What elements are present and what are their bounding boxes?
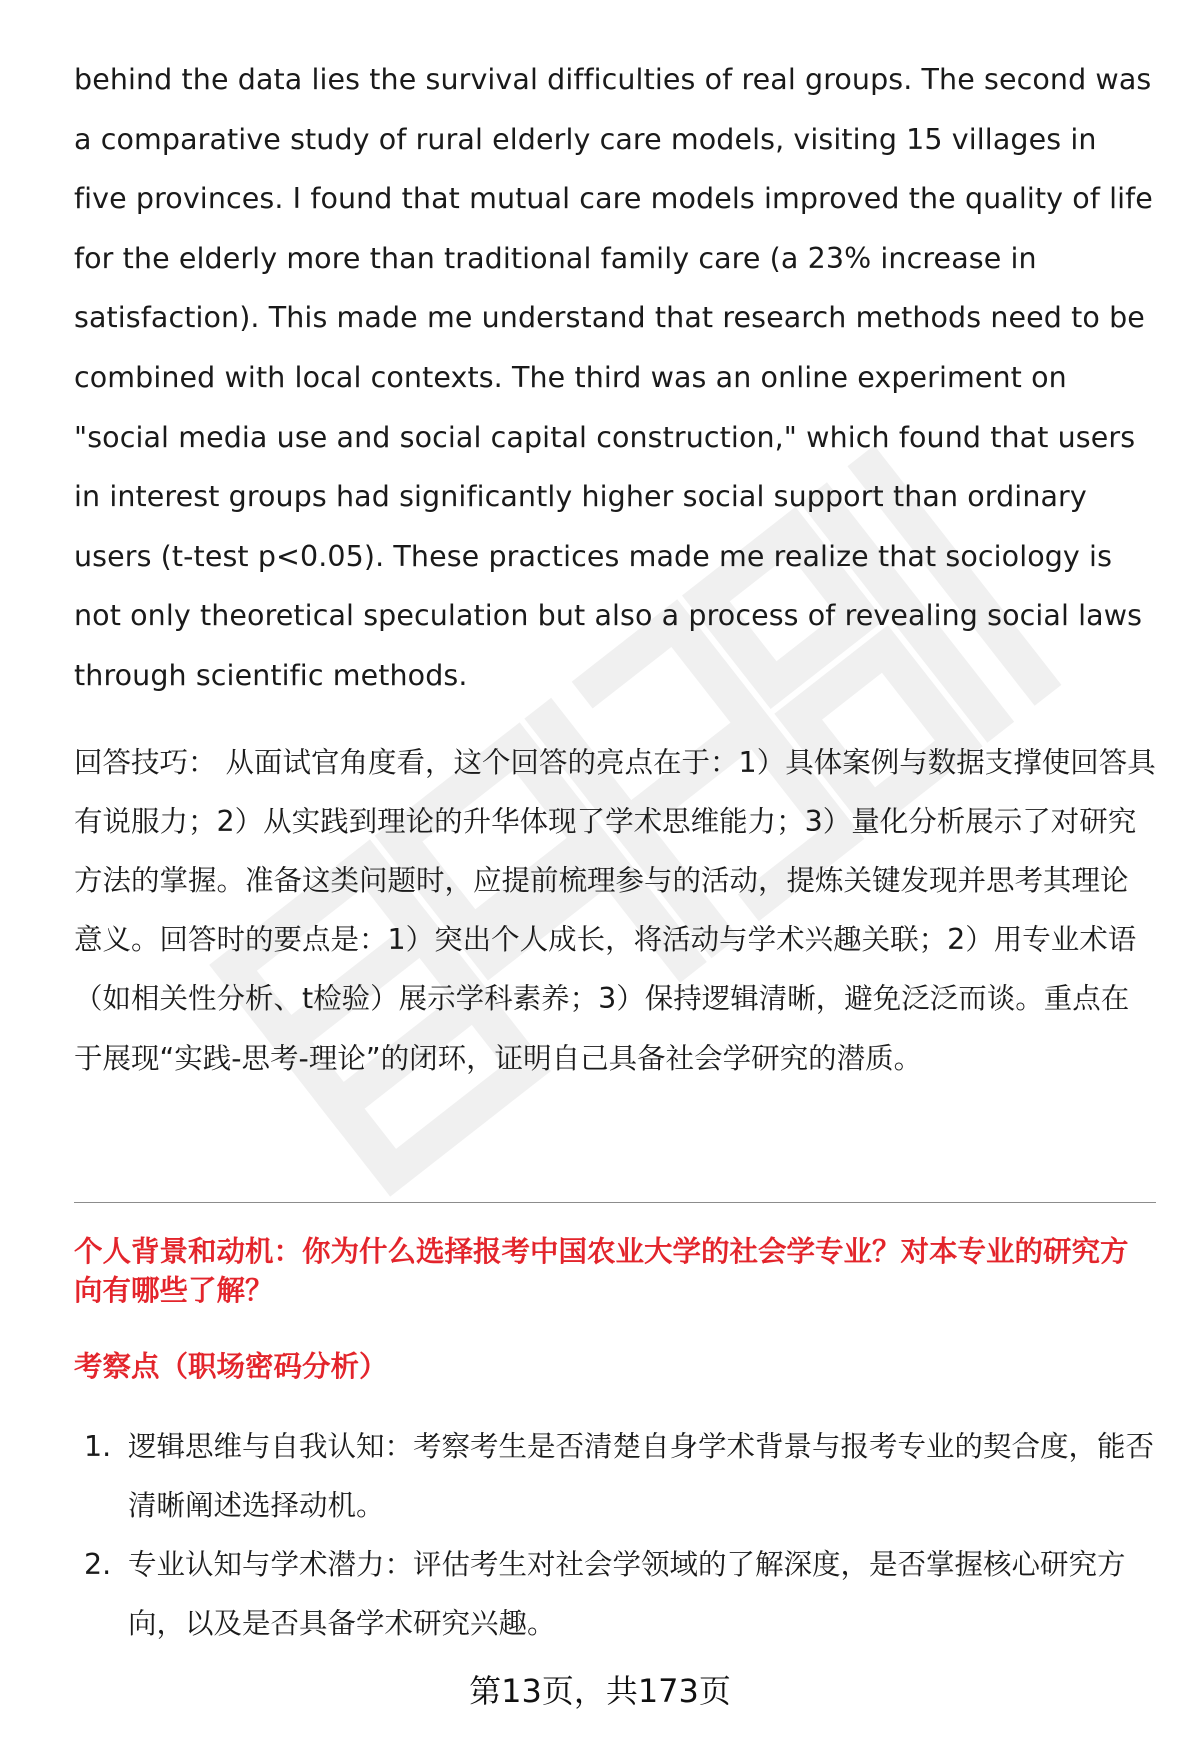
list-item-number: 2. — [84, 1548, 112, 1581]
list-item-text: 逻辑思维与自我认知：考察考生是否清楚自身学术背景与报考专业的契合度，能否清晰阐述选择动机。 — [128, 1430, 1155, 1522]
list-item-text: 专业认知与学术潜力：评估考生对社会学领域的了解深度，是否掌握核心研究方向，以及是否具备学术研究兴趣。 — [128, 1548, 1126, 1640]
assessment-points-list — [74, 1417, 1156, 1653]
question-heading: 个人背景和动机：你为什么选择报考中国农业大学的社会学专业？对本专业的研究方向有哪些了解？ — [74, 1235, 1129, 1307]
page-content — [74, 50, 1156, 1088]
body-paragraph: behind the data lies the survival difficulties of real groups. The second was a comparative study of rural elderly care models, visiting 15 villages in five provinces. I found that mutual care models improved the quality of life for the elderly more than traditional family care (a 23% increase in satisfaction). This made me understand that research methods need to be combined with local contexts. The third was an online experiment on "social media use and social capital construction," which found that users in interest groups had significantly higher social support than ordinary users (t-test p<0.05). These practices made me realize that sociology is not only theoretical speculation but also a process of revealing social laws through scientific methods. — [74, 63, 1153, 692]
list-item-number: 1. — [84, 1430, 112, 1463]
assessment-points-heading: 考察点（职场密码分析） — [74, 1350, 388, 1383]
section-divider — [74, 1202, 1156, 1203]
list-item — [74, 1535, 1156, 1653]
page-number-footer: 第13页，共173页 — [469, 1672, 731, 1710]
answer-tips-paragraph: 回答技巧： 从面试官角度看，这个回答的亮点在于：1）具体案例与数据支撑使回答具有说服力；2）从实践到理论的升华体现了学术思维能力；3）量化分析展示了对研究方法的掌握。准备这类问题时，应提前梳理参与的活动，提炼关键发现并思考其理论意义。回答时的要点是：1）突出个人成长，将活动与学术兴趣关联；2）用专业术语（如相关性分析、t检验）展示学科素养；3）保持逻辑清晰，避免泛泛而谈。重点在于展现“实践-思考-理论”的闭环，证明自己具备社会学研究的潜质。 — [74, 745, 1156, 1075]
list-item — [74, 1417, 1156, 1535]
